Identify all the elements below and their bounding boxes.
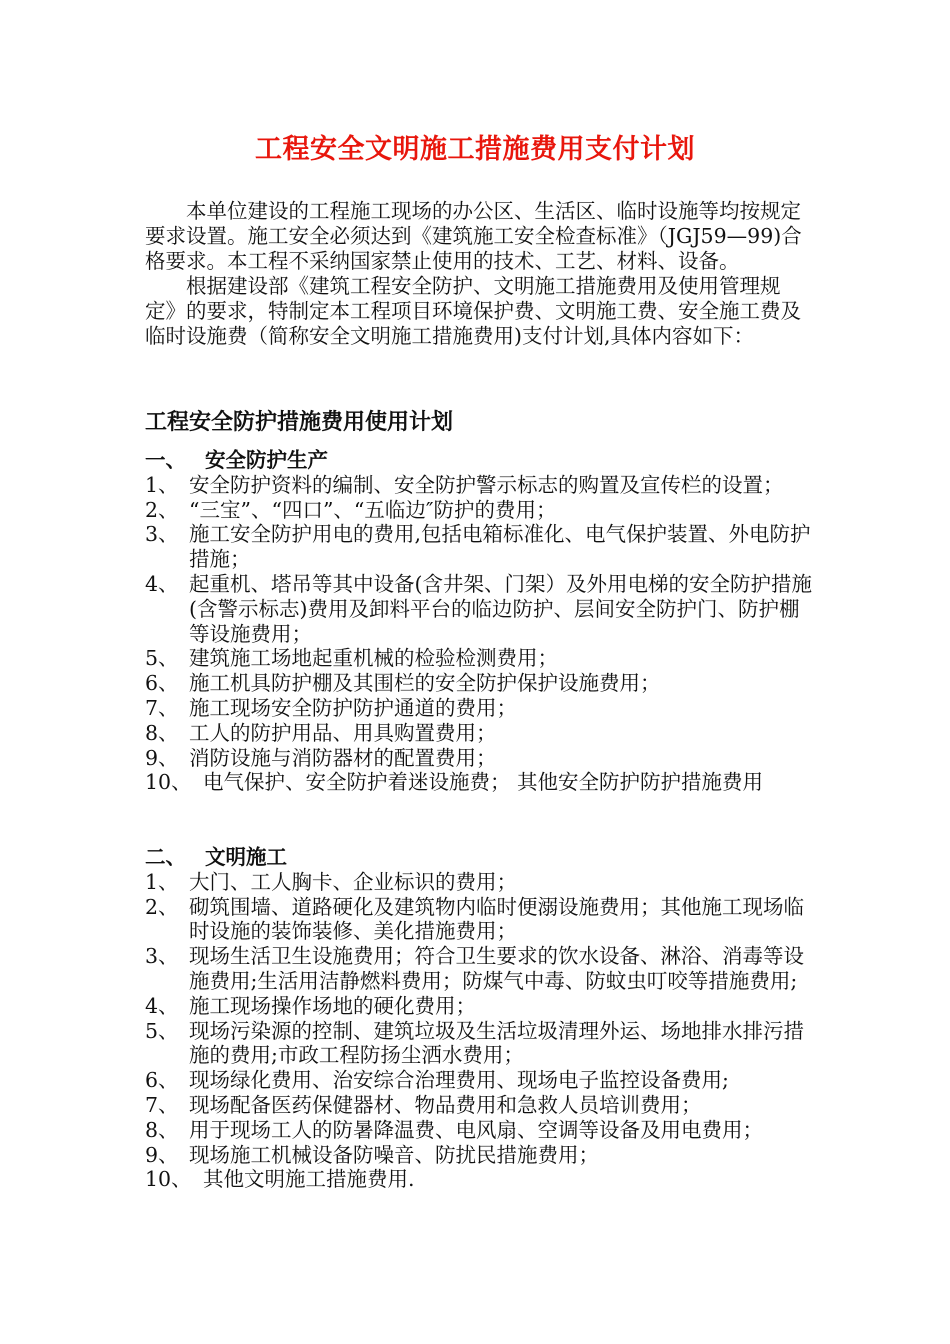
list-item: [145, 473, 815, 498]
item-text: 现场污染源的控制、建筑垃圾及生活垃圾清理外运、场地排水排污措施的费用;市政工程防扬尘洒水费用；: [189, 1018, 804, 1068]
document-title: 工程安全文明施工措施费用支付计划: [255, 134, 695, 165]
item-number: 4、: [145, 993, 179, 1018]
list-item: [145, 895, 815, 945]
item-number: 3、: [145, 522, 179, 547]
list-item: [145, 522, 815, 572]
item-text: “三宝”、“四口”、“五临边″防护的费用；: [189, 497, 557, 522]
item-number: 3、: [145, 944, 179, 969]
section-number: 二、: [145, 845, 186, 869]
item-number: 7、: [145, 1092, 179, 1117]
list-item: [145, 1143, 815, 1168]
section-civilized-construction: [145, 845, 815, 1192]
section-number: 一、: [145, 448, 186, 472]
item-text: 起重机、塔吊等其中设备(含井架、门架）及外用电梯的安全防护措施(含警示标志)费用及卸料平台的临边防护、层间安全防护门、防护棚等设施费用；: [189, 571, 812, 646]
item-number: 2、: [145, 894, 179, 919]
list-item: [145, 721, 815, 746]
item-text: 施工现场安全防护防护通道的费用；: [189, 695, 517, 720]
item-number: 6、: [145, 671, 179, 696]
item-text: 现场配备医药保健器材、物品费用和急救人员培训费用；: [189, 1092, 702, 1117]
list-item: [145, 696, 815, 721]
list-item: [145, 1019, 815, 1069]
intro-paragraph-1: 本单位建设的工程施工现场的办公区、生活区、临时设施等均按规定要求设置。施工安全必须达到《建筑施工安全检查标准》（JGJ59—99)合格要求。本工程不采纳国家禁止使用的技术、工艺、材料、设备。: [145, 199, 802, 273]
item-number: 4、: [145, 571, 179, 596]
intro-paragraph-2: 根据建设部《建筑工程安全防护、文明施工措施费用及使用管理规定》的要求，特制定本工程项目环境保护费、文明施工费、安全施工费及临时设施费（简称安全文明施工措施费用)支付计划,具体内容如下：: [145, 274, 801, 348]
item-number: 1、: [145, 472, 179, 497]
item-number: 5、: [145, 1018, 179, 1043]
item-text: 安全防护资料的编制、安全防护警示标志的购置及宣传栏的设置；: [189, 472, 784, 497]
item-number: 2、: [145, 497, 179, 522]
plan-heading: 工程安全防护措施费用使用计划: [145, 410, 454, 435]
section-title: 安全防护生产: [205, 448, 328, 472]
list-item: [145, 1093, 815, 1118]
item-number: 9、: [145, 745, 179, 770]
item-number: 7、: [145, 695, 179, 720]
item-number: 9、: [145, 1142, 179, 1167]
item-text: 大门、工人胸卡、企业标识的费用；: [189, 869, 517, 894]
item-number: 1、: [145, 869, 179, 894]
section-title: 文明施工: [205, 845, 287, 869]
list-item: [145, 1167, 815, 1192]
item-text: 现场生活卫生设施费用；符合卫生要求的饮水设备、淋浴、消毒等设施费用;生活用洁静燃料费用；防煤气中毒、防蚊虫叮咬等措施费用;: [189, 944, 804, 993]
item-number: 8、: [145, 720, 179, 745]
item-text: 用于现场工人的防暑降温费、电风扇、空调等设备及用电费用；: [189, 1117, 763, 1142]
list-item: [145, 944, 815, 994]
item-text: 其他文明施工措施费用.: [203, 1167, 415, 1192]
section-heading-civilized: [145, 845, 815, 870]
item-text: 工人的防护用品、用具购置费用；: [189, 720, 497, 745]
list-item: [145, 671, 815, 696]
list-item: [145, 1118, 815, 1143]
item-number: 10、: [145, 770, 192, 795]
item-text: 建筑施工场地起重机械的检验检测费用；: [189, 646, 558, 671]
item-number: 6、: [145, 1068, 179, 1093]
intro-section: [145, 199, 805, 349]
item-number: 10、: [145, 1167, 192, 1192]
list-item: [145, 498, 815, 523]
item-text: 砌筑围墙、道路硬化及建筑物内临时便溺设施费用；其他施工现场临时设施的装饰装修、美化措施费用；: [189, 894, 804, 944]
section-safety-protection: [145, 448, 815, 795]
item-text: 消防设施与消防器材的配置费用；: [189, 745, 497, 770]
list-item: [145, 770, 815, 795]
list-item: [145, 572, 815, 646]
item-text: 施工安全防护用电的费用,包括电箱标准化、电气保护装置、外电防护措施；: [189, 522, 811, 572]
list-item: [145, 646, 815, 671]
item-text: 电气保护、安全防护着迷设施费； 其他安全防护防护措施费用: [203, 770, 764, 795]
list-item: [145, 870, 815, 895]
item-text: 现场施工机械设备防噪音、防扰民措施费用；: [189, 1142, 599, 1167]
section-heading-safety: [145, 448, 815, 473]
item-number: 8、: [145, 1117, 179, 1142]
item-number: 5、: [145, 646, 179, 671]
item-text: 施工现场操作场地的硬化费用；: [189, 993, 476, 1018]
item-text: 现场绿化费用、治安综合治理费用、现场电子监控设备费用;: [189, 1068, 729, 1093]
item-text: 施工机具防护棚及其围栏的安全防护保护设施费用；: [189, 671, 661, 696]
list-item: [145, 1068, 815, 1093]
list-item: [145, 746, 815, 771]
list-item: [145, 994, 815, 1019]
